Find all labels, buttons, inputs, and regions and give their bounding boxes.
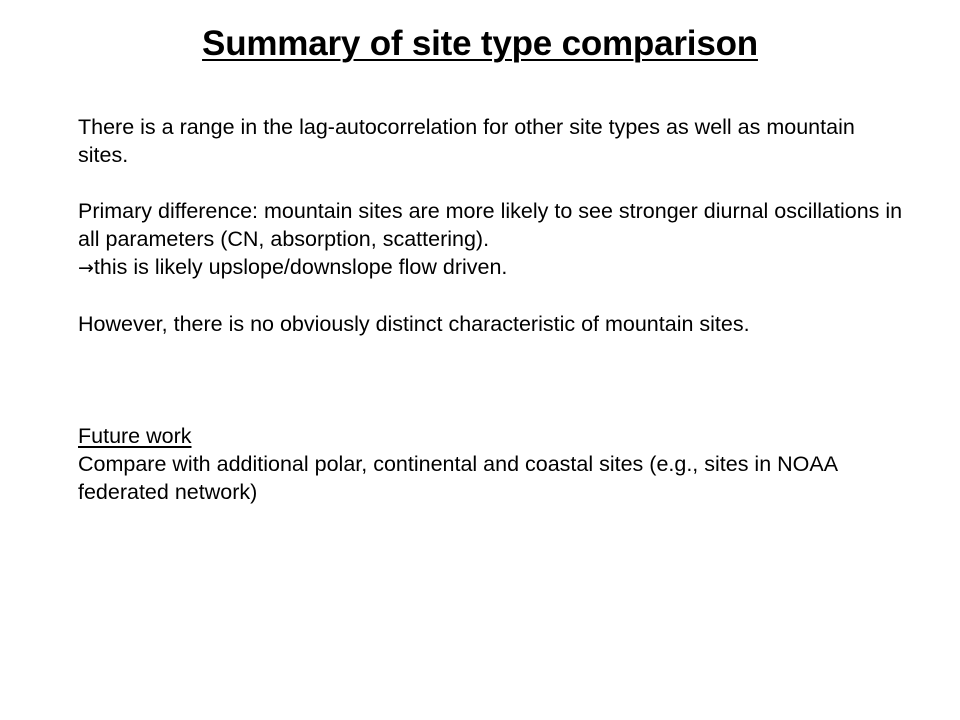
paragraph-no-distinct-characteristic: However, there is no obviously distinct characteristic of mountain sites.: [78, 312, 750, 336]
paragraph-spacer: [78, 169, 908, 197]
slide-title: Summary of site type comparison: [202, 24, 758, 63]
paragraph-lag-autocorrelation: There is a range in the lag-autocorrelation for other site types as well as mountain sites.: [78, 115, 855, 167]
future-work-heading: Future work: [78, 424, 192, 448]
arrow-bullet-text: this is likely upslope/downslope flow driven.: [93, 255, 508, 279]
arrow-bullet-line: [78, 253, 908, 282]
right-arrow-icon: →: [78, 257, 94, 279]
paragraph-spacer: [78, 282, 908, 310]
paragraph-primary-difference: Primary difference: mountain sites are more likely to see stronger diurnal oscillations in all parameters (CN, absorption, scattering).: [78, 199, 903, 251]
slide-body: [78, 113, 908, 506]
future-work-text: Compare with additional polar, continental and coastal sites (e.g., sites in NOAA federated network): [78, 452, 837, 504]
section-spacer: [78, 338, 908, 422]
